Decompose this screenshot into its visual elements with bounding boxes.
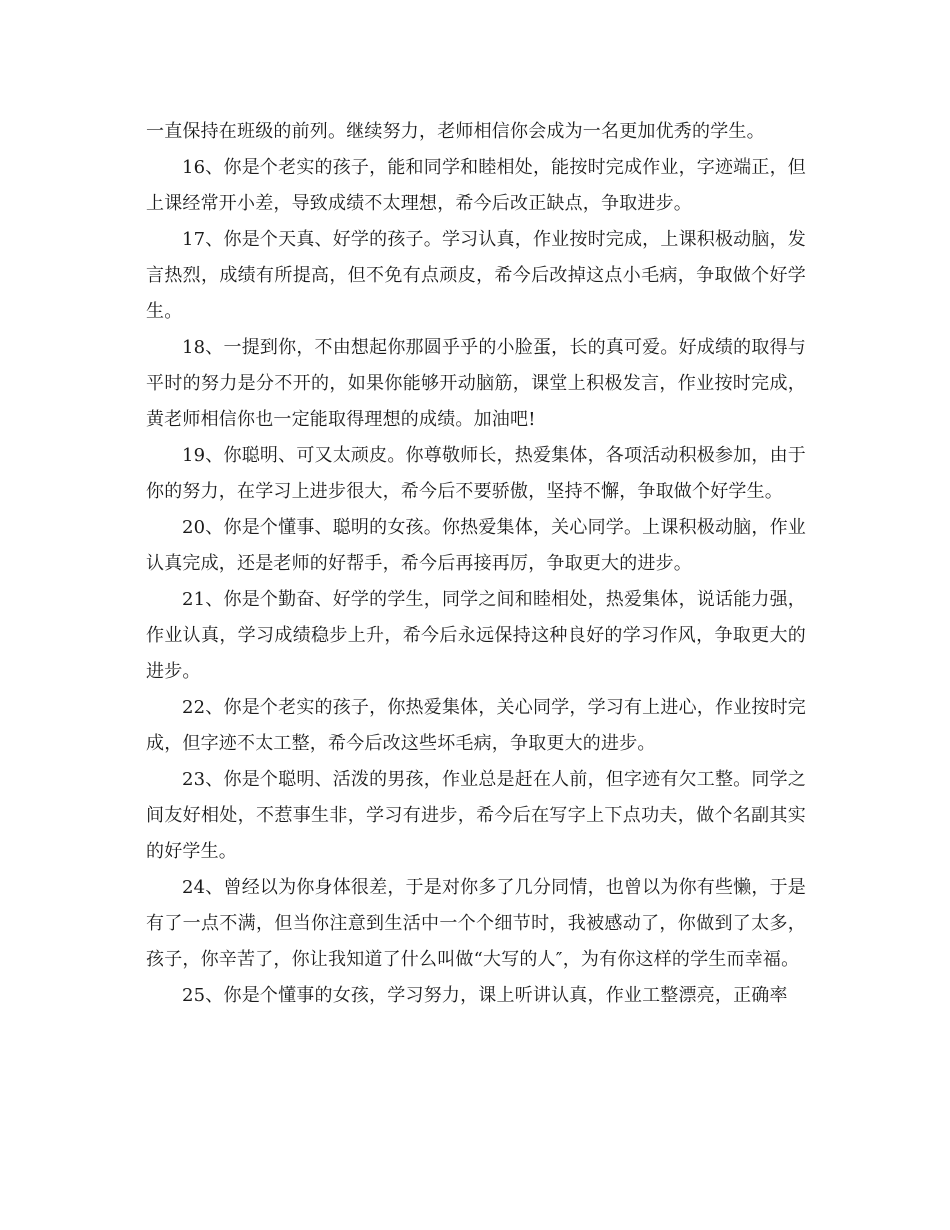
paragraph-comment-22: 22、你是个老实的孩子，你热爱集体，关心同学，学习有上进心，作业按时完成，但字迹不太工整，希今后改这些坏毛病，争取更大的进步。	[146, 697, 806, 754]
paragraph-comment-17: 17、你是个天真、好学的孩子。学习认真，作业按时完成，上课积极动脑，发言热烈，成绩有所提高，但不免有点顽皮，希今后改掉这点小毛病，争取做个好学生。	[146, 229, 806, 322]
document-body	[146, 114, 806, 1014]
paragraph-comment-23: 23、你是个聪明、活泼的男孩，作业总是赶在人前，但字迹有欠工整。同学之间友好相处，不惹事生非，学习有进步，希今后在写字上下点功夫，做个名副其实的好学生。	[146, 769, 806, 862]
paragraph-continuation: 一直保持在班级的前列。继续努力，老师相信你会成为一名更加优秀的学生。	[146, 121, 765, 142]
paragraph-comment-25: 25、你是个懂事的女孩，学习努力，课上听讲认真，作业工整漂亮，正确率	[182, 985, 788, 1006]
paragraph-comment-16: 16、你是个老实的孩子，能和同学和睦相处，能按时完成作业，字迹端正，但上课经常开小差，导致成绩不太理想，希今后改正缺点，争取进步。	[146, 157, 806, 214]
paragraph-comment-24: 24、曾经以为你身体很差，于是对你多了几分同情，也曾以为你有些懒，于是有了一点不满，但当你注意到生活中一个个细节时，我被感动了，你做到了太多，孩子，你辛苦了，你让我知道了什么叫做“大写的人″，为有你这样的学生而幸福。	[146, 877, 806, 970]
paragraph-comment-18: 18、一提到你，不由想起你那圆乎乎的小脸蛋，长的真可爱。好成绩的取得与平时的努力是分不开的，如果你能够开动脑筋，课堂上积极发言，作业按时完成，黄老师相信你也一定能取得理想的成绩。加油吧!	[146, 337, 806, 430]
paragraph-comment-20: 20、你是个懂事、聪明的女孩。你热爱集体，关心同学。上课积极动脑，作业认真完成，还是老师的好帮手，希今后再接再厉，争取更大的进步。	[146, 517, 806, 574]
paragraph-comment-19: 19、你聪明、可又太顽皮。你尊敬师长，热爱集体，各项活动积极参加，由于你的努力，在学习上进步很大，希今后不要骄傲，坚持不懈，争取做个好学生。	[146, 445, 806, 502]
paragraph-comment-21: 21、你是个勤奋、好学的学生，同学之间和睦相处，热爱集体，说话能力强，作业认真，学习成绩稳步上升，希今后永远保持这种良好的学习作风，争取更大的进步。	[146, 589, 806, 682]
